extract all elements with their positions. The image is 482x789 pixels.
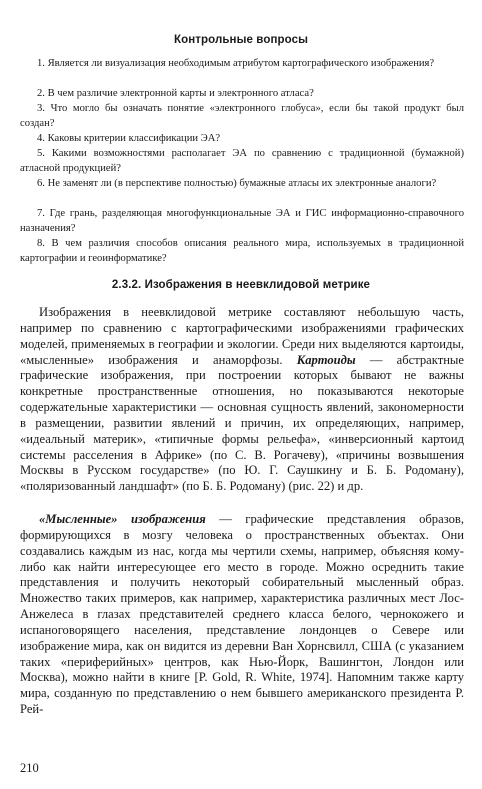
paragraph-cartoids-text: — абстрактные графические изображения, при построении которых бывают не важны конкретные пространственные отношения, но показываются некоторые содержательные характеристики — основная сущность явлений, закономерности в размещении, развитии явлений и причин, их определяющих, например, «идеальный материк», «типичные формы рельефа», «инверсионный картоид системы расселения в Африке» (по С. В. Рогачеву), «причины возвышения Москвы в Русском государстве» (по Ю. Г. Саушкину и Б. Б. Родоману), «поляризованный ландшафт» (по Б. Б. Родоману) (рис. 22) и др. — [20, 352, 464, 494]
question-3: 3. Что могло бы означать понятие «электронного глобуса», если бы такой продукт был создан? — [20, 103, 464, 130]
question-6: 6. Не заменят ли (в перспективе полностью) бумажные атласы их электронные аналоги? — [37, 178, 437, 189]
paragraph-intro-text: Изображения в неевклидовой метрике составляют небольшую часть, например по сравнению с картографическими изображениями графических моделей, применяемых в географии и экологии. Среди них выделяются картоиды, «мысленные» изображения и анаморфозы. — [20, 305, 464, 367]
question-8: 8. В чем различия способов описания реального мира, используемых в традиционной картографии и геоинформатике? — [20, 238, 464, 265]
question-4: 4. Каковы критерии классификации ЭА? — [37, 133, 221, 144]
term-mental-images: «Мысленные» изображения — [39, 512, 206, 526]
question-1: 1. Является ли визуализация необходимым атрибутом картографического изображения? — [37, 58, 435, 69]
page-number: 210 — [20, 761, 39, 775]
paragraph-mental-images-text: — графические представления образов, формирующихся в мозгу человека о пространственных объектах. Они создавались каждым из нас, когда мы чертили схемы, например, объясняя кому-либо как найти интересующее его место в городе. Можно осреднить такие представления и получить некоторый собирательный мысленный образ. Множество таких примеров, как например, характеристика различных мест Лос-Анжелеса в глазах представителей среднего класса белого, чернокожего и испаноговорящего населения, представление лондонцев о Севере или изображение мира, как он видится из деревни Ван Хорнсвилл, США (с указанием таких «периферийных» центров, как Нью-Йорк, Вашингтон, Лондон или Москва), можно найти в книге [P. Gold, R. White, 1974]. Напомним также карту мира, созданную по представлению о нем бывшего американского президента Р. Рей- — [20, 512, 464, 717]
term-cartoids: Картоиды — [296, 352, 356, 367]
section-heading-control-questions: Контрольные вопросы — [173, 34, 309, 46]
question-7: 7. Где грань, разделяющая многофункциональные ЭА и ГИС информационно-справочного назначения? — [20, 208, 464, 235]
paragraph-cartoids — [20, 305, 464, 495]
question-5: 5. Какими возможностями располагает ЭА по сравнению с традиционной (бумажной) атласной продукцией? — [20, 148, 464, 175]
section-heading-non-euclidean: 2.3.2. Изображения в неевклидовой метрике — [111, 279, 371, 291]
question-2: 2. В чем различие электронной карты и электронного атласа? — [37, 88, 314, 99]
paragraph-mental-images — [20, 512, 464, 718]
